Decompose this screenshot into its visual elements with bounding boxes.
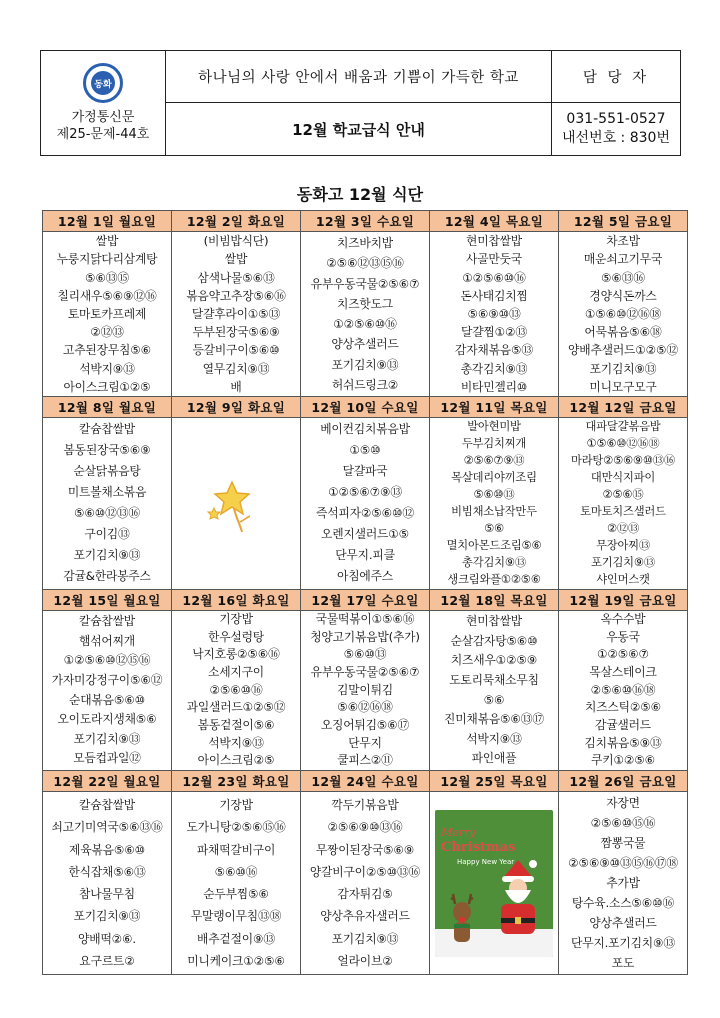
day-header: 12월 3일 수요일 [301, 211, 430, 232]
notice-number: 제25-문제-44호 [56, 127, 150, 142]
menu-item-list [301, 611, 429, 770]
menu-item: 무장아찌⑬ [596, 538, 650, 552]
week-4-menu-row [43, 792, 688, 975]
menu-item: 포기김치⑨⑬ [73, 731, 141, 746]
contact-info [552, 103, 680, 155]
notice-header [40, 50, 681, 156]
menu-item: ②⑫⑬ [90, 325, 124, 340]
menu-item: 순대볶음⑤⑥⑩ [69, 692, 145, 707]
menu-item-list [430, 611, 558, 770]
menu-item: 발아현미밥 [467, 420, 521, 434]
menu-item-list [43, 792, 171, 974]
menu-item: 대만식지파이 [590, 471, 656, 485]
menu-item: 배추겉절이⑨⑬ [197, 931, 275, 946]
menu-item: ②⑤⑥⑨⑩⑬⑯ [327, 820, 403, 835]
menu-item: 김말이튀김 [337, 682, 393, 697]
day-header: 12월 8일 월요일 [43, 397, 172, 418]
menu-item: 감귤&한라봉주스 [63, 569, 151, 583]
menu-item: 현미찹쌀밥 [466, 234, 522, 249]
menu-item: ⑤⑥ [483, 692, 505, 707]
menu-item: ②⑤⑥⑫⑬⑮⑯ [326, 256, 404, 271]
menu-item: 모듬컵과일⑫ [73, 751, 141, 766]
menu-item: 볶음약고추장⑤⑥⑯ [186, 288, 286, 303]
menu-item: ①②⑤⑥⑦⑨⑬ [328, 485, 402, 500]
menu-item: 베이컨김치볶음밥 [320, 422, 410, 437]
menu-item: 참나물무침 [79, 887, 135, 902]
menu-item: 비타민젤리⑩ [460, 379, 528, 394]
menu-item: ①②⑤⑥⑩⑯ [462, 270, 526, 285]
card-line-3: Happy New Year [457, 857, 515, 866]
menu-item: 포기김치⑨⑬ [331, 931, 399, 946]
menu-item: 석박지⑨⑬ [208, 735, 264, 750]
day-menu-holiday [430, 792, 559, 975]
menu-item: ②⑤⑥⑨⑩⑬⑮⑯⑰⑱ [568, 856, 678, 870]
menu-item-list [301, 792, 429, 974]
menu-item: ①⑤⑩ [349, 443, 381, 458]
menu-item: 양상추샐러드 [589, 916, 657, 930]
menu-item: 도가니탕②⑤⑥⑮⑯ [186, 820, 286, 835]
menu-item: 두부된장국⑤⑥⑨ [192, 325, 280, 340]
week-1-header-row [43, 211, 688, 232]
menu-item: 치즈핫도그 [337, 296, 393, 311]
menu-item: 옥수수밥 [600, 612, 646, 627]
menu-item: 포기김치⑨⑬ [73, 909, 141, 924]
day-header: 12월 19일 금요일 [559, 590, 688, 611]
menu-item: 치즈스틱②⑤⑥ [585, 700, 661, 715]
school-emblem-icon [83, 63, 123, 103]
menu-item: 아이스크림①②⑤ [63, 379, 151, 394]
menu-item: 쌀밥 [95, 234, 119, 249]
menu-item-list [430, 232, 558, 396]
day-menu [43, 611, 172, 771]
week-3-header-row [43, 590, 688, 611]
menu-item: 달걀파국 [342, 464, 388, 479]
menu-item: 김치볶음⑤⑨⑬ [584, 735, 662, 750]
menu-item: 국물떡볶이①⑤⑥⑯ [315, 612, 415, 627]
menu-item: 대파달걀볶음밥 [585, 420, 661, 434]
menu-item: 도토리묵채소무침 [449, 672, 539, 687]
menu-title: 동화고 12월 식단 [296, 185, 424, 204]
day-menu [43, 792, 172, 975]
week-1-menu-row [43, 232, 688, 397]
menu-item: ①②⑤⑥⑩⑫⑮⑯ [63, 653, 151, 668]
menu-item: 비빔채소납작만두 [451, 505, 537, 519]
menu-item: 순두부찜⑤⑥ [203, 887, 269, 902]
menu-item: 차조밥 [606, 234, 640, 249]
week-3-menu-row [43, 611, 688, 771]
menu-item: 등갈비구이⑤⑥⑩ [192, 343, 280, 358]
day-menu [43, 418, 172, 590]
menu-item-list [43, 232, 171, 396]
menu-item: 어묵볶음⑤⑥⑱ [584, 325, 662, 340]
day-menu [559, 232, 688, 397]
menu-item: 미니케이크①②⑤⑥ [187, 953, 285, 968]
menu-item: 오징어튀김⑤⑥⑰ [320, 717, 410, 732]
menu-item: ①⑤⑥⑩⑫⑯⑱ [586, 437, 660, 451]
menu-item: ①⑤⑥⑩⑫⑯⑱ [584, 306, 662, 321]
menu-item: 무말랭이무침⑬⑱ [190, 909, 282, 924]
menu-item: ⑤⑥⑫⑯⑱ [337, 700, 393, 715]
menu-item: 치즈바치밥 [337, 236, 393, 251]
menu-item: 진미채볶음⑤⑥⑬⑰ [444, 712, 544, 727]
menu-item: 쿠키①②⑤⑥ [591, 753, 655, 768]
day-header: 12월 18일 목요일 [430, 590, 559, 611]
menu-item: 단무지 [348, 735, 382, 750]
menu-item-list [301, 418, 429, 589]
menu-item: 파인애플 [471, 751, 517, 766]
extension-number: 내선번호 : 830번 [562, 130, 670, 146]
menu-item: 샤인머스캣 [596, 572, 650, 586]
menu-item: 양상추샐러드 [331, 337, 399, 352]
day-header: 12월 16일 화요일 [172, 590, 301, 611]
menu-item: 요구르트② [79, 953, 135, 968]
menu-item: 순살닭볶음탕 [73, 464, 141, 479]
menu-item: 석박지⑨⑬ [79, 361, 135, 376]
menu-item: 감자튀김⑤ [337, 887, 393, 902]
menu-item: 구이김⑬ [84, 527, 130, 542]
menu-item: ①②⑤⑥⑩⑯ [333, 317, 397, 332]
santa-icon [493, 858, 543, 938]
menu-item: ⑤⑥⑨⑩⑬ [467, 306, 521, 321]
meal-calendar [42, 210, 688, 975]
day-header: 12월 12일 금요일 [559, 397, 688, 418]
menu-item: 양배떡②⑥. [78, 931, 136, 946]
menu-item: 포기김치⑨⑬ [331, 357, 399, 372]
day-header: 12월 9일 화요일 [172, 397, 301, 418]
menu-item: 추가밥 [606, 876, 640, 890]
menu-item: 기장밥 [219, 612, 253, 627]
menu-item: 유부우동국물②⑤⑥⑦ [310, 665, 420, 680]
day-header: 12월 4일 목요일 [430, 211, 559, 232]
christmas-card [435, 810, 553, 957]
menu-item: 허쉬드링크② [331, 377, 399, 392]
menu-item: 오렌지샐러드①⑤ [321, 527, 409, 542]
menu-item: 열무김치⑨⑬ [202, 361, 270, 376]
menu-item: 아이스크림②⑤ [197, 753, 275, 768]
menu-item: 포기김치⑨⑬ [591, 555, 655, 569]
menu-item: 누룽지닭다리삼계탕 [56, 252, 158, 267]
menu-item: 탕수육.소스⑤⑥⑩⑯ [571, 896, 675, 910]
menu-item-list [559, 232, 687, 396]
menu-item: ②⑤⑥⑩⑯ [209, 682, 263, 697]
manager-label: 담 당 자 [552, 51, 680, 103]
menu-item-list [172, 611, 300, 770]
menu-item: 두부김치찌개 [461, 437, 527, 451]
menu-item: 양갈비구이②⑤⑩⑬⑯ [309, 864, 421, 879]
day-header: 12월 2일 화요일 [172, 211, 301, 232]
menu-item: 포기김치⑨⑬ [589, 361, 657, 376]
day-header: 12월 23일 화요일 [172, 771, 301, 792]
menu-item: 순살감자탕⑤⑥⑩ [450, 633, 538, 648]
week-2-header-row [43, 397, 688, 418]
day-header: 12월 10일 수요일 [301, 397, 430, 418]
menu-item: 생크림와플①②⑤⑥ [447, 572, 541, 586]
day-menu [43, 232, 172, 397]
menu-item: ②⑤⑥⑮ [602, 488, 644, 502]
day-header: 12월 11일 목요일 [430, 397, 559, 418]
menu-item: 파채떡갈비구이 [196, 842, 276, 857]
menu-item: 유부우동국물②⑤⑥⑦ [310, 276, 420, 291]
menu-item: 쌀밥 [224, 252, 248, 267]
card-line-1: Merry [441, 825, 476, 839]
menu-item: ⑤⑥⑩⑫⑬⑯ [74, 506, 140, 521]
menu-item: 치즈새우①②⑤⑨ [450, 653, 538, 668]
day-menu [301, 232, 430, 397]
star-wand-icon [206, 474, 266, 534]
menu-item: ⑤⑥⑩⑬ [473, 488, 515, 502]
menu-item: 칼슘찹쌀밥 [79, 422, 135, 437]
reindeer-icon [443, 890, 481, 946]
menu-item: 달걀찜①②⑬ [461, 325, 527, 340]
menu-item: ⑤⑥⑬⑮ [85, 270, 129, 285]
menu-item: 총각김치⑨⑬ [462, 555, 526, 569]
menu-item: 달걀후라이①⑤⑬ [191, 306, 281, 321]
menu-item: 단무지.피클 [335, 548, 395, 563]
menu-item: 배 [230, 379, 242, 394]
menu-item: ②⑤⑥⑩⑮⑯ [590, 816, 656, 830]
menu-item: 매운쇠고기무국 [583, 252, 663, 267]
menu-item-list [559, 418, 687, 589]
day-menu [430, 611, 559, 771]
menu-item: 오이도라지생채⑤⑥ [57, 712, 157, 727]
menu-item-list [559, 611, 687, 770]
day-menu [430, 418, 559, 590]
menu-item: 목살스테이크 [589, 665, 657, 680]
menu-item-list [43, 418, 171, 589]
notice-type: 가정통신문 [71, 110, 135, 125]
menu-item: (비빔밥식단) [203, 234, 269, 249]
menu-item: ①②⑤⑥⑦ [597, 647, 649, 662]
school-motto: 하나님의 사랑 안에서 배움과 기쁨이 가득한 학교 [166, 51, 552, 103]
menu-item: 햄섞어찌개 [79, 633, 135, 648]
menu-item: ②⑤⑥⑦⑨⑬ [463, 454, 525, 468]
day-header: 12월 25일 목요일 [430, 771, 559, 792]
day-header: 12월 17일 수요일 [301, 590, 430, 611]
menu-item: 짬뽕국물 [600, 836, 646, 850]
menu-item: 양상추유자샐러드 [320, 909, 410, 924]
menu-item: 삼색나물⑤⑥⑬ [197, 270, 275, 285]
day-menu [430, 232, 559, 397]
menu-item: 청양고기볶음밥(추가) [310, 629, 420, 644]
day-menu [172, 232, 301, 397]
menu-item: 얼라이브② [337, 953, 393, 968]
menu-item: 돈사태김치찜 [460, 288, 528, 303]
card-line-2: Christmas [441, 839, 516, 855]
menu-item: 가자미강정구이⑤⑥⑫ [51, 672, 163, 687]
menu-item: ②⑫⑬ [606, 521, 640, 535]
menu-item: 무짱이된장국⑤⑥⑨ [315, 842, 415, 857]
menu-item: 감귤샐러드 [595, 717, 651, 732]
menu-item: ⑤⑥⑩⑬ [343, 647, 387, 662]
day-menu [172, 792, 301, 975]
menu-item: 사골만둣국 [466, 252, 522, 267]
menu-item: 칠리새우⑤⑥⑨⑫⑯ [57, 288, 157, 303]
menu-item: 단무지.포기김치⑨⑬ [571, 936, 675, 950]
menu-item: 포기김치⑨⑬ [73, 548, 141, 563]
menu-item-list [172, 232, 300, 396]
menu-item: 미니모구모구 [589, 379, 657, 394]
menu-item: 한우설렁탕 [208, 629, 264, 644]
day-menu-holiday [172, 418, 301, 590]
menu-item-list [172, 792, 300, 974]
menu-item: 쿨피스②⑪ [337, 753, 393, 768]
day-header: 12월 26일 금요일 [559, 771, 688, 792]
day-menu [559, 792, 688, 975]
day-header: 12월 1일 월요일 [43, 211, 172, 232]
menu-item: ⑤⑥⑩⑯ [214, 864, 258, 879]
menu-item: 쇠고기미역국⑤⑥⑬⑯ [51, 820, 163, 835]
day-header: 12월 22일 월요일 [43, 771, 172, 792]
menu-item: 경양식돈까스 [589, 288, 657, 303]
day-menu [301, 792, 430, 975]
day-header: 12월 15일 월요일 [43, 590, 172, 611]
menu-item: 포도 [611, 956, 635, 970]
menu-item: 기장밥 [219, 798, 253, 813]
menu-item: 한식잡채⑤⑥⑬ [68, 864, 146, 879]
menu-item: 소세지구이 [208, 665, 264, 680]
menu-item-list [430, 418, 558, 589]
menu-item: 미트볼채소볶음 [67, 485, 147, 500]
menu-item: 토마토카프레제 [67, 306, 147, 321]
menu-item-list [559, 792, 687, 974]
day-menu [172, 611, 301, 771]
day-header: 12월 24일 수요일 [301, 771, 430, 792]
menu-item: 칼슘찹쌀밥 [79, 798, 135, 813]
menu-item: 양배추샐러드①②⑤⑫ [568, 343, 678, 358]
phone-number: 031-551-0527 [566, 111, 666, 127]
menu-item: 마라탕②⑤⑥⑨⑩⑬⑯ [571, 454, 675, 468]
menu-item: 봄동겉절이⑤⑥ [197, 717, 275, 732]
menu-item: 감자채볶음⑤⑬ [455, 343, 533, 358]
menu-item: 제육볶음⑤⑥⑩ [69, 842, 145, 857]
school-emblem-text: 동화 [91, 71, 115, 95]
menu-item: 멸치아몬드조림⑤⑥ [446, 538, 542, 552]
menu-item: 즉석피자②⑤⑥⑩⑫ [316, 506, 414, 521]
menu-item: 석박지⑨⑬ [466, 731, 522, 746]
day-menu [559, 611, 688, 771]
menu-item: 현미찹쌀밥 [466, 614, 522, 629]
menu-item: 총각김치⑨⑬ [460, 361, 528, 376]
menu-item: 목살데리야끼조림 [451, 471, 537, 485]
menu-item: 우동국 [606, 629, 640, 644]
menu-item: 봄동된장국⑤⑥⑨ [63, 443, 151, 458]
menu-item: ⑤⑥⑬⑯ [601, 270, 645, 285]
menu-item: 자장면 [606, 796, 640, 810]
document-title: 12월 학교급식 안내 [166, 103, 552, 155]
menu-item: 과일샐러드①②⑤⑫ [186, 700, 286, 715]
school-logo-cell [41, 51, 166, 155]
menu-item: 칼슘찹쌀밥 [79, 614, 135, 629]
day-menu [559, 418, 688, 590]
menu-item: ②⑤⑥⑩⑯⑱ [590, 682, 656, 697]
menu-item: 아침에주스 [337, 569, 393, 583]
menu-item-list [43, 611, 171, 770]
day-menu [301, 418, 430, 590]
day-menu [301, 611, 430, 771]
day-header: 12월 5일 금요일 [559, 211, 688, 232]
menu-item: 깍두기볶음밥 [331, 798, 399, 813]
week-4-header-row [43, 771, 688, 792]
menu-item-list [301, 232, 429, 396]
menu-item: ⑤⑥ [484, 521, 504, 535]
menu-item: 토마토치즈샐러드 [580, 505, 666, 519]
menu-item: 고추된장무침⑤⑥ [63, 343, 151, 358]
menu-item: 낙지호롱②⑤⑥⑯ [192, 647, 280, 662]
week-2-menu-row [43, 418, 688, 590]
